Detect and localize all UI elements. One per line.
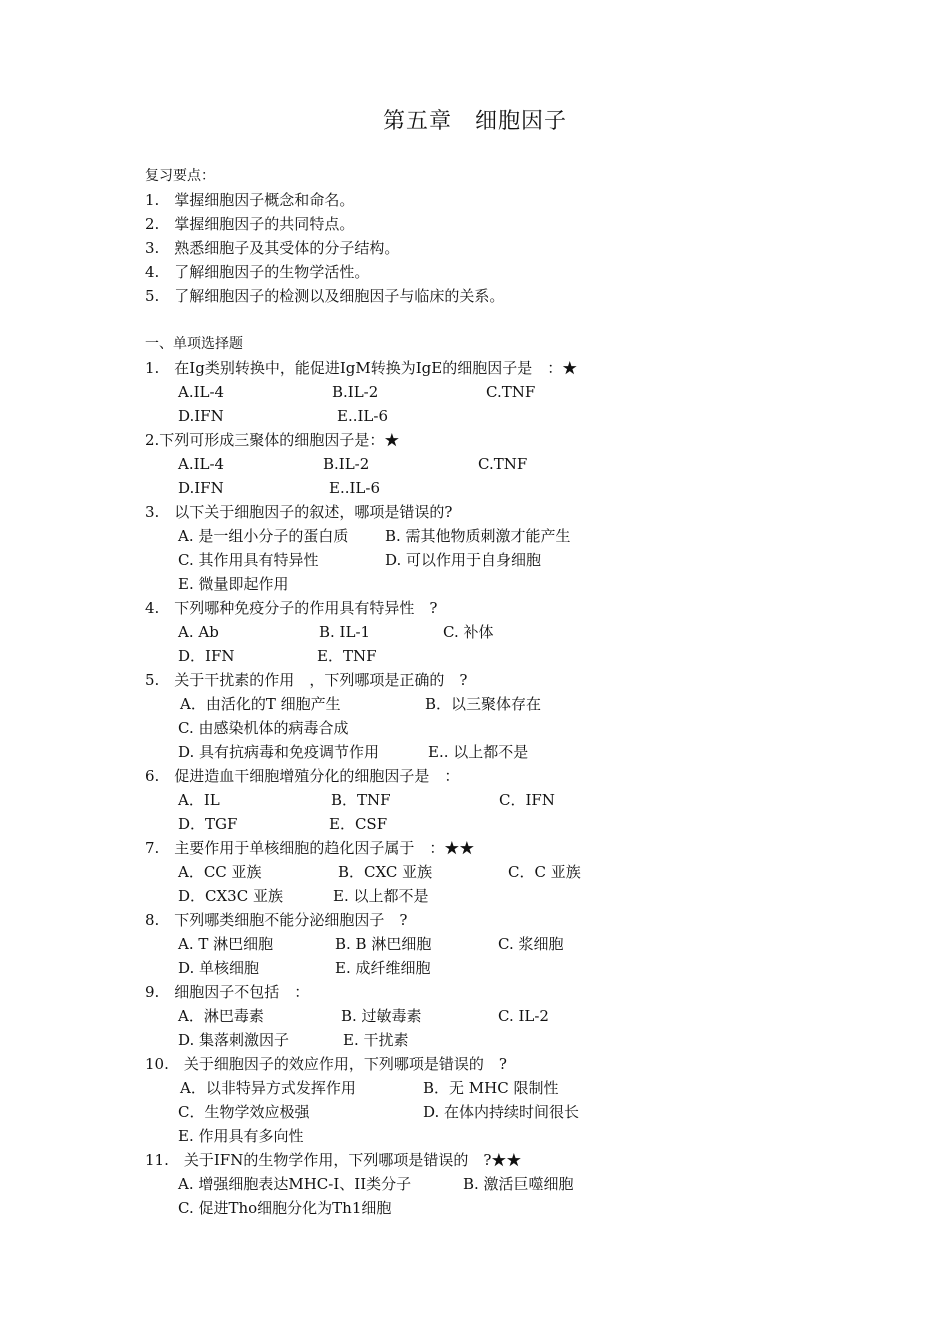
option-row bbox=[145, 572, 845, 596]
chapter-title: 第五章 细胞因子 bbox=[382, 109, 567, 134]
option: B. IL-1 bbox=[319, 623, 371, 641]
option-row bbox=[145, 1172, 845, 1196]
option-row bbox=[145, 404, 845, 428]
review-point: 4. 了解细胞因子的生物学活性。 bbox=[145, 263, 370, 281]
option: C．生物学效应极强 bbox=[178, 1103, 310, 1121]
option-row bbox=[145, 716, 845, 740]
option-row bbox=[145, 740, 845, 764]
question-text: 7. 主要作用于单核细胞的趋化因子属于 ：★★ bbox=[145, 839, 475, 857]
option-row bbox=[145, 476, 845, 500]
option: B.IL-2 bbox=[332, 383, 379, 401]
option: D. 具有抗病毒和免疫调节作用 bbox=[178, 743, 380, 761]
option: A.IL-4 bbox=[178, 455, 225, 473]
option: D．TGF bbox=[178, 815, 238, 833]
option: E.. 以上都不是 bbox=[428, 743, 529, 761]
question-text: 11. 关于IFN的生物学作用，下列哪项是错误的 ?★★ bbox=[145, 1151, 522, 1169]
question-text: 6. 促进造血干细胞增殖分化的细胞因子是 ： bbox=[145, 767, 460, 785]
option: C. 促进Tho细胞分化为Th1细胞 bbox=[178, 1199, 392, 1217]
option-row bbox=[145, 1196, 845, 1220]
option: A．以非特异方式发挥作用 bbox=[180, 1079, 356, 1097]
option: D. 单核细胞 bbox=[178, 959, 260, 977]
option: C．C 亚族 bbox=[508, 863, 581, 881]
option: A.IL-4 bbox=[178, 383, 225, 401]
option: E..IL-6 bbox=[337, 407, 388, 425]
option: B．无 MHC 限制性 bbox=[423, 1079, 559, 1097]
option: D. 在体内持续时间很长 bbox=[423, 1103, 580, 1121]
review-heading: 复习要点： bbox=[145, 168, 215, 184]
option-row bbox=[145, 1100, 845, 1124]
review-point: 2. 掌握细胞因子的共同特点。 bbox=[145, 215, 355, 233]
option: D.IFN bbox=[178, 407, 224, 425]
option: D.IFN bbox=[178, 479, 224, 497]
option-row bbox=[145, 524, 845, 548]
option: A. 是一组小分子的蛋白质 bbox=[178, 527, 349, 545]
option: C．IFN bbox=[499, 791, 555, 809]
option-row bbox=[145, 1076, 845, 1100]
option: B. 激活巨噬细胞 bbox=[463, 1175, 574, 1193]
option: A. T 淋巴细胞 bbox=[178, 935, 274, 953]
question-text: 10. 关于细胞因子的效应作用，下列哪项是错误的 ? bbox=[145, 1055, 507, 1073]
review-point: 1. 掌握细胞因子概念和命名。 bbox=[145, 191, 355, 209]
option: D．IFN bbox=[178, 647, 235, 665]
option: D．CX3C 亚族 bbox=[178, 887, 283, 905]
option: A．CC 亚族 bbox=[178, 863, 262, 881]
question-text: 5. 关于干扰素的作用 ，下列哪项是正确的 ? bbox=[145, 671, 468, 689]
option-row bbox=[145, 860, 845, 884]
option: C. 浆细胞 bbox=[498, 935, 564, 953]
question-text: 3. 以下关于细胞因子的叙述，哪项是错误的? bbox=[145, 503, 453, 521]
spacer bbox=[145, 308, 845, 332]
review-point: 5. 了解细胞因子的检测以及细胞因子与临床的关系。 bbox=[145, 287, 505, 305]
option: A. 增强细胞表达MHC-I、II类分子 bbox=[178, 1175, 412, 1193]
document-body bbox=[145, 164, 845, 1220]
option: E. 以上都不是 bbox=[333, 887, 429, 905]
option-row bbox=[145, 884, 845, 908]
option: B. 过敏毒素 bbox=[341, 1007, 422, 1025]
option: E. 作用具有多向性 bbox=[178, 1127, 304, 1145]
option: C.TNF bbox=[486, 383, 536, 401]
option: D. 集落刺激因子 bbox=[178, 1031, 290, 1049]
option: D. 可以作用于自身细胞 bbox=[385, 551, 542, 569]
option: E. 成纤维细胞 bbox=[335, 959, 431, 977]
option: E．TNF bbox=[317, 647, 377, 665]
option-row bbox=[145, 788, 845, 812]
option: B. 需其他物质刺激才能产生 bbox=[385, 527, 571, 545]
option-row bbox=[145, 620, 845, 644]
option-row bbox=[145, 452, 845, 476]
option: B．CXC 亚族 bbox=[338, 863, 433, 881]
option: A．淋巴毒素 bbox=[178, 1007, 264, 1025]
option: C. 其作用具有特异性 bbox=[178, 551, 319, 569]
option: B.IL-2 bbox=[323, 455, 370, 473]
option: A. Ab bbox=[178, 623, 219, 641]
option-row bbox=[145, 1028, 845, 1052]
question-text: 1. 在Ig类别转换中，能促进IgM转换为IgE的细胞因子是 ：★ bbox=[145, 359, 578, 377]
option: E..IL-6 bbox=[329, 479, 380, 497]
option: B．以三聚体存在 bbox=[425, 695, 542, 713]
option-row bbox=[145, 380, 845, 404]
option: A．由活化的T 细胞产生 bbox=[180, 695, 341, 713]
question-text: 9. 细胞因子不包括 ： bbox=[145, 983, 310, 1001]
question-text: 8. 下列哪类细胞不能分泌细胞因子 ? bbox=[145, 911, 408, 929]
option-row bbox=[145, 956, 845, 980]
option-row bbox=[145, 692, 845, 716]
option: B．TNF bbox=[331, 791, 391, 809]
option: C. 由感染机体的病毒合成 bbox=[178, 719, 349, 737]
option: C. 补体 bbox=[443, 623, 494, 641]
question-text: 2.下列可形成三聚体的细胞因子是：★ bbox=[145, 431, 400, 449]
option-row bbox=[145, 644, 845, 668]
option: C. IL-2 bbox=[498, 1007, 549, 1025]
option: E. 干扰素 bbox=[343, 1031, 409, 1049]
option: B. B 淋巴细胞 bbox=[335, 935, 432, 953]
option: C.TNF bbox=[478, 455, 528, 473]
review-point: 3. 熟悉细胞子及其受体的分子结构。 bbox=[145, 239, 400, 257]
question-text: 4. 下列哪种免疫分子的作用具有特异性 ? bbox=[145, 599, 438, 617]
option: A．IL bbox=[178, 791, 220, 809]
option-row bbox=[145, 1124, 845, 1148]
option-row bbox=[145, 932, 845, 956]
option: E．CSF bbox=[329, 815, 388, 833]
option-row bbox=[145, 812, 845, 836]
option-row bbox=[145, 1004, 845, 1028]
section-heading: 一、单项选择题 bbox=[145, 336, 243, 352]
option-row bbox=[145, 548, 845, 572]
option: E. 微量即起作用 bbox=[178, 575, 289, 593]
